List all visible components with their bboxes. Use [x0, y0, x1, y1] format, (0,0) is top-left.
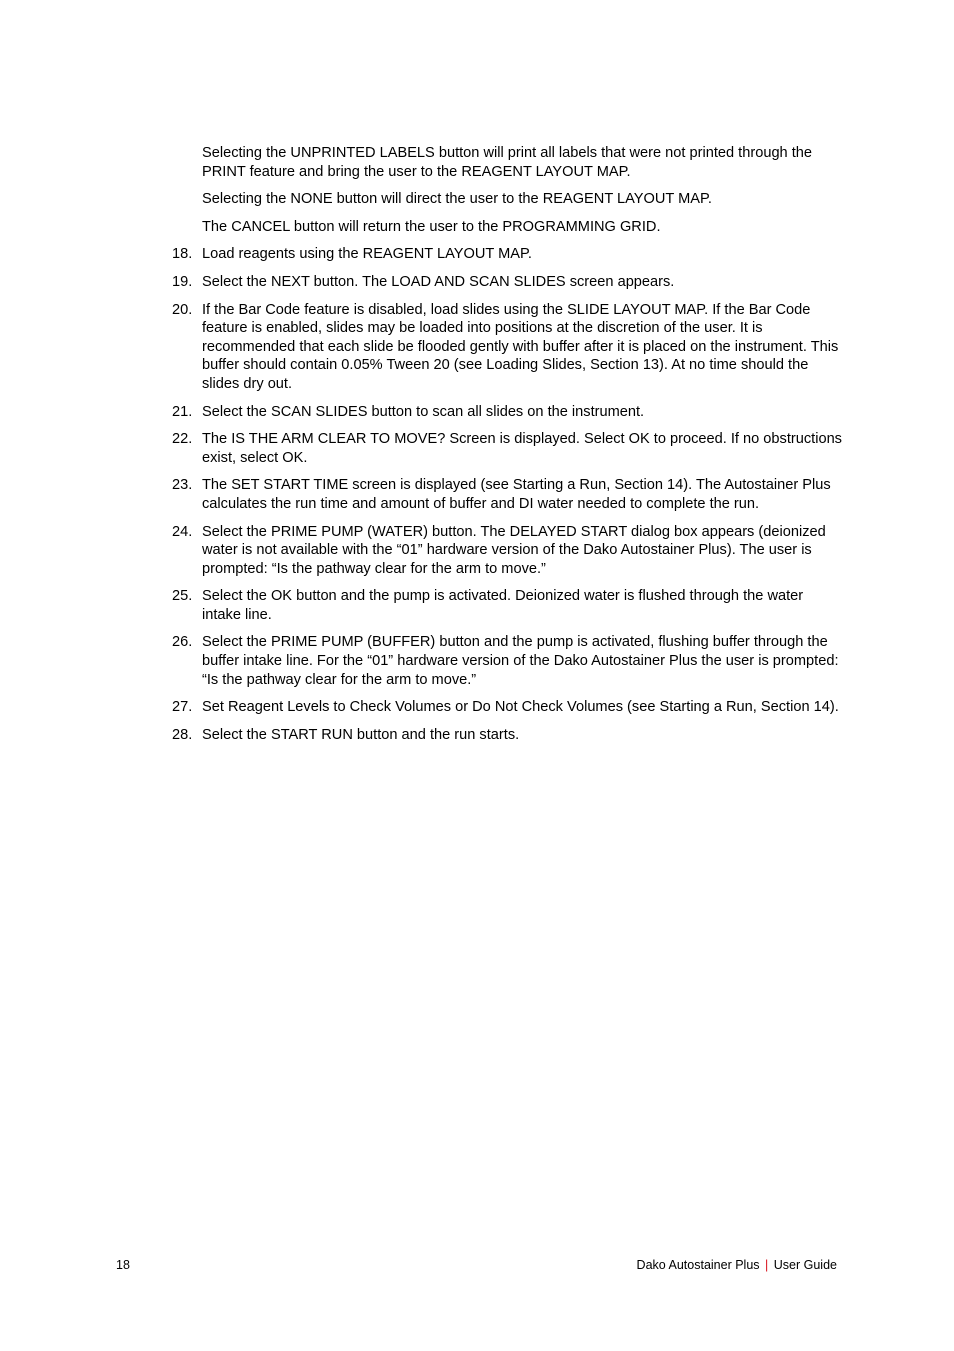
paragraph-unprinted-labels: Selecting the UNPRINTED LABELS button will print all labels that were not printed through the PRINT feature and bring the user to the REAGENT LAYOUT MAP. — [202, 145, 813, 180]
paragraph-none-button: Selecting the NONE button will direct the user to the REAGENT LAYOUT MAP. — [202, 191, 712, 208]
step-text: The SET START TIME screen is displayed (see Starting a Run, Section 14). The Autostainer Plus calculates the run time and amount of buffer and DI water needed to complete the run. — [202, 477, 831, 512]
paragraph-cancel-button: The CANCEL button will return the user to the PROGRAMMING GRID. — [202, 218, 661, 235]
step-number: 23. — [172, 477, 193, 494]
footer-product-name: Dako Autostainer Plus — [636, 1258, 760, 1272]
step-text: Load reagents using the REAGENT LAYOUT MAP. — [202, 246, 532, 263]
step-number: 27. — [172, 699, 193, 716]
step-text: The IS THE ARM CLEAR TO MOVE? Screen is displayed. Select OK to proceed. If no obstructions exist, select OK. — [202, 431, 842, 466]
step-text: Select the START RUN button and the run starts. — [202, 726, 520, 743]
step-number: 18. — [172, 246, 193, 263]
step-item — [172, 587, 842, 624]
step-item — [172, 633, 842, 689]
step-number: 19. — [172, 273, 193, 290]
step-item — [172, 301, 842, 394]
step-item — [172, 430, 842, 467]
step-text: Select the NEXT button. The LOAD AND SCAN SLIDES screen appears. — [202, 273, 675, 290]
step-item — [172, 698, 842, 717]
step-text: Select the SCAN SLIDES button to scan all slides on the instrument. — [202, 403, 645, 420]
step-number: 26. — [172, 634, 193, 651]
step-text: If the Bar Code feature is disabled, load slides using the SLIDE LAYOUT MAP. If the Bar Code feature is enabled, slides may be loaded into positions at the discretion of the user. It is recommended that each slide be flooded gently with buffer after it is placed on the instrument. This buffer should contain 0.05% Tween 20 (see Loading Slides, Section 13). At no time should the slides dry out. — [202, 301, 839, 392]
step-text: Select the PRIME PUMP (BUFFER) button and the pump is activated, flushing buffer through the buffer intake line. For the “01” hardware version of the Dako Autostainer Plus the user is prompted: “Is the pathway clear for the arm to move.” — [202, 634, 839, 688]
step-item — [172, 476, 842, 513]
page-number: 18 — [116, 1258, 130, 1272]
step-text: Select the OK button and the pump is activated. Deionized water is flushed through the water intake line. — [202, 588, 804, 623]
step-item — [172, 273, 842, 292]
footer-separator: | — [765, 1258, 769, 1272]
step-text: Select the PRIME PUMP (WATER) button. The DELAYED START dialog box appears (deionized water is not available with the “01” hardware version of the Dako Autostainer Plus). The user is prompted: “Is the pathway clear for the arm to move.” — [202, 523, 826, 577]
step-item — [172, 726, 842, 745]
step-number: 22. — [172, 431, 193, 448]
step-number: 24. — [172, 523, 193, 540]
footer-document-title — [637, 1257, 837, 1273]
step-number: 20. — [172, 301, 193, 318]
step-item — [172, 523, 842, 579]
step-number: 21. — [172, 403, 193, 420]
step-text: Set Reagent Levels to Check Volumes or Do Not Check Volumes (see Starting a Run, Section 14). — [202, 699, 839, 716]
footer-guide-label: User Guide — [773, 1258, 837, 1272]
page-content — [172, 144, 842, 753]
step-number: 28. — [172, 726, 193, 743]
step-item — [172, 403, 842, 422]
step-item — [172, 245, 842, 264]
step-number: 25. — [172, 588, 193, 605]
